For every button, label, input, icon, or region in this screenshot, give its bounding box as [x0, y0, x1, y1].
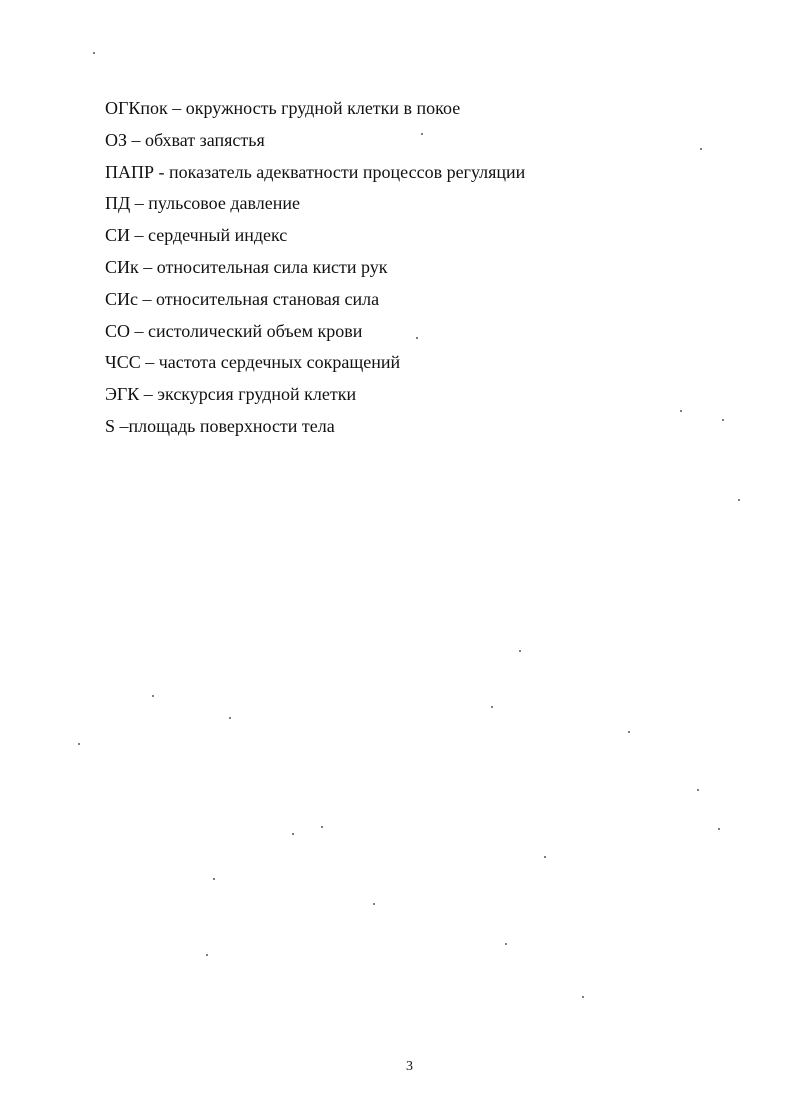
abbreviation-item [105, 284, 525, 316]
abbreviation-definition: – частота сердечных сокращений [145, 352, 401, 373]
abbreviation-item [105, 188, 525, 220]
abbreviation-item [105, 347, 525, 379]
abbreviation-term: СИк [105, 256, 139, 277]
abbreviation-list [105, 93, 525, 443]
abbreviation-item [105, 220, 525, 252]
abbreviation-definition: – сердечный индекс [134, 225, 288, 246]
abbreviation-term: ПАПР [105, 161, 155, 182]
abbreviation-term: ОГКпок [105, 98, 168, 118]
scan-speck [628, 731, 630, 733]
scan-speck [491, 706, 493, 708]
abbreviation-definition: –площадь поверхности тела [119, 415, 335, 436]
scan-speck [206, 954, 208, 956]
abbreviation-definition: – относительная сила кисти рук [143, 256, 388, 277]
abbreviation-term: СИ [105, 225, 131, 246]
abbreviation-term: СО [105, 320, 131, 341]
abbreviation-term: ПД [105, 193, 131, 214]
scan-speck [582, 996, 584, 998]
scan-speck [213, 878, 215, 880]
abbreviation-term: СИс [105, 288, 138, 309]
abbreviation-definition: – обхват запястья [131, 129, 265, 150]
abbreviation-term: S [105, 415, 116, 436]
scan-speck [373, 903, 375, 905]
abbreviation-term: ЧСС [105, 352, 141, 373]
scan-speck [718, 828, 720, 830]
abbreviation-definition: – окружность грудной клетки в покое [172, 98, 461, 118]
scan-speck [544, 856, 546, 858]
abbreviation-item [105, 125, 525, 157]
abbreviation-item [105, 252, 525, 284]
abbreviation-definition: – систолический объем крови [134, 320, 363, 341]
scan-speck [321, 826, 323, 828]
abbreviation-item [105, 316, 525, 348]
scan-speck [93, 52, 95, 54]
abbreviation-definition: – относительная становая сила [142, 288, 380, 309]
scan-speck [292, 833, 294, 835]
scan-speck [519, 650, 521, 652]
scan-speck [697, 789, 699, 791]
scan-speck [78, 743, 80, 745]
scan-speck [229, 717, 231, 719]
abbreviation-item [105, 379, 525, 411]
scan-speck [416, 337, 418, 339]
scan-speck [700, 148, 702, 150]
scan-speck [680, 410, 682, 412]
abbreviation-item [105, 157, 525, 189]
abbreviation-term: ОЗ [105, 129, 128, 150]
scan-speck [722, 419, 724, 421]
scan-speck [738, 499, 740, 501]
scan-speck [152, 695, 154, 697]
abbreviation-term: ЭГК [105, 384, 140, 405]
abbreviation-item [105, 93, 525, 125]
abbreviation-definition: – пульсовое давление [134, 193, 301, 214]
abbreviation-item [105, 411, 525, 443]
page-number: 3 [406, 1059, 413, 1074]
scan-speck [505, 943, 507, 945]
abbreviation-definition: - показатель адекватности процессов регуляции [158, 161, 526, 182]
scan-speck [421, 133, 423, 135]
abbreviation-definition: – экскурсия грудной клетки [143, 384, 357, 405]
